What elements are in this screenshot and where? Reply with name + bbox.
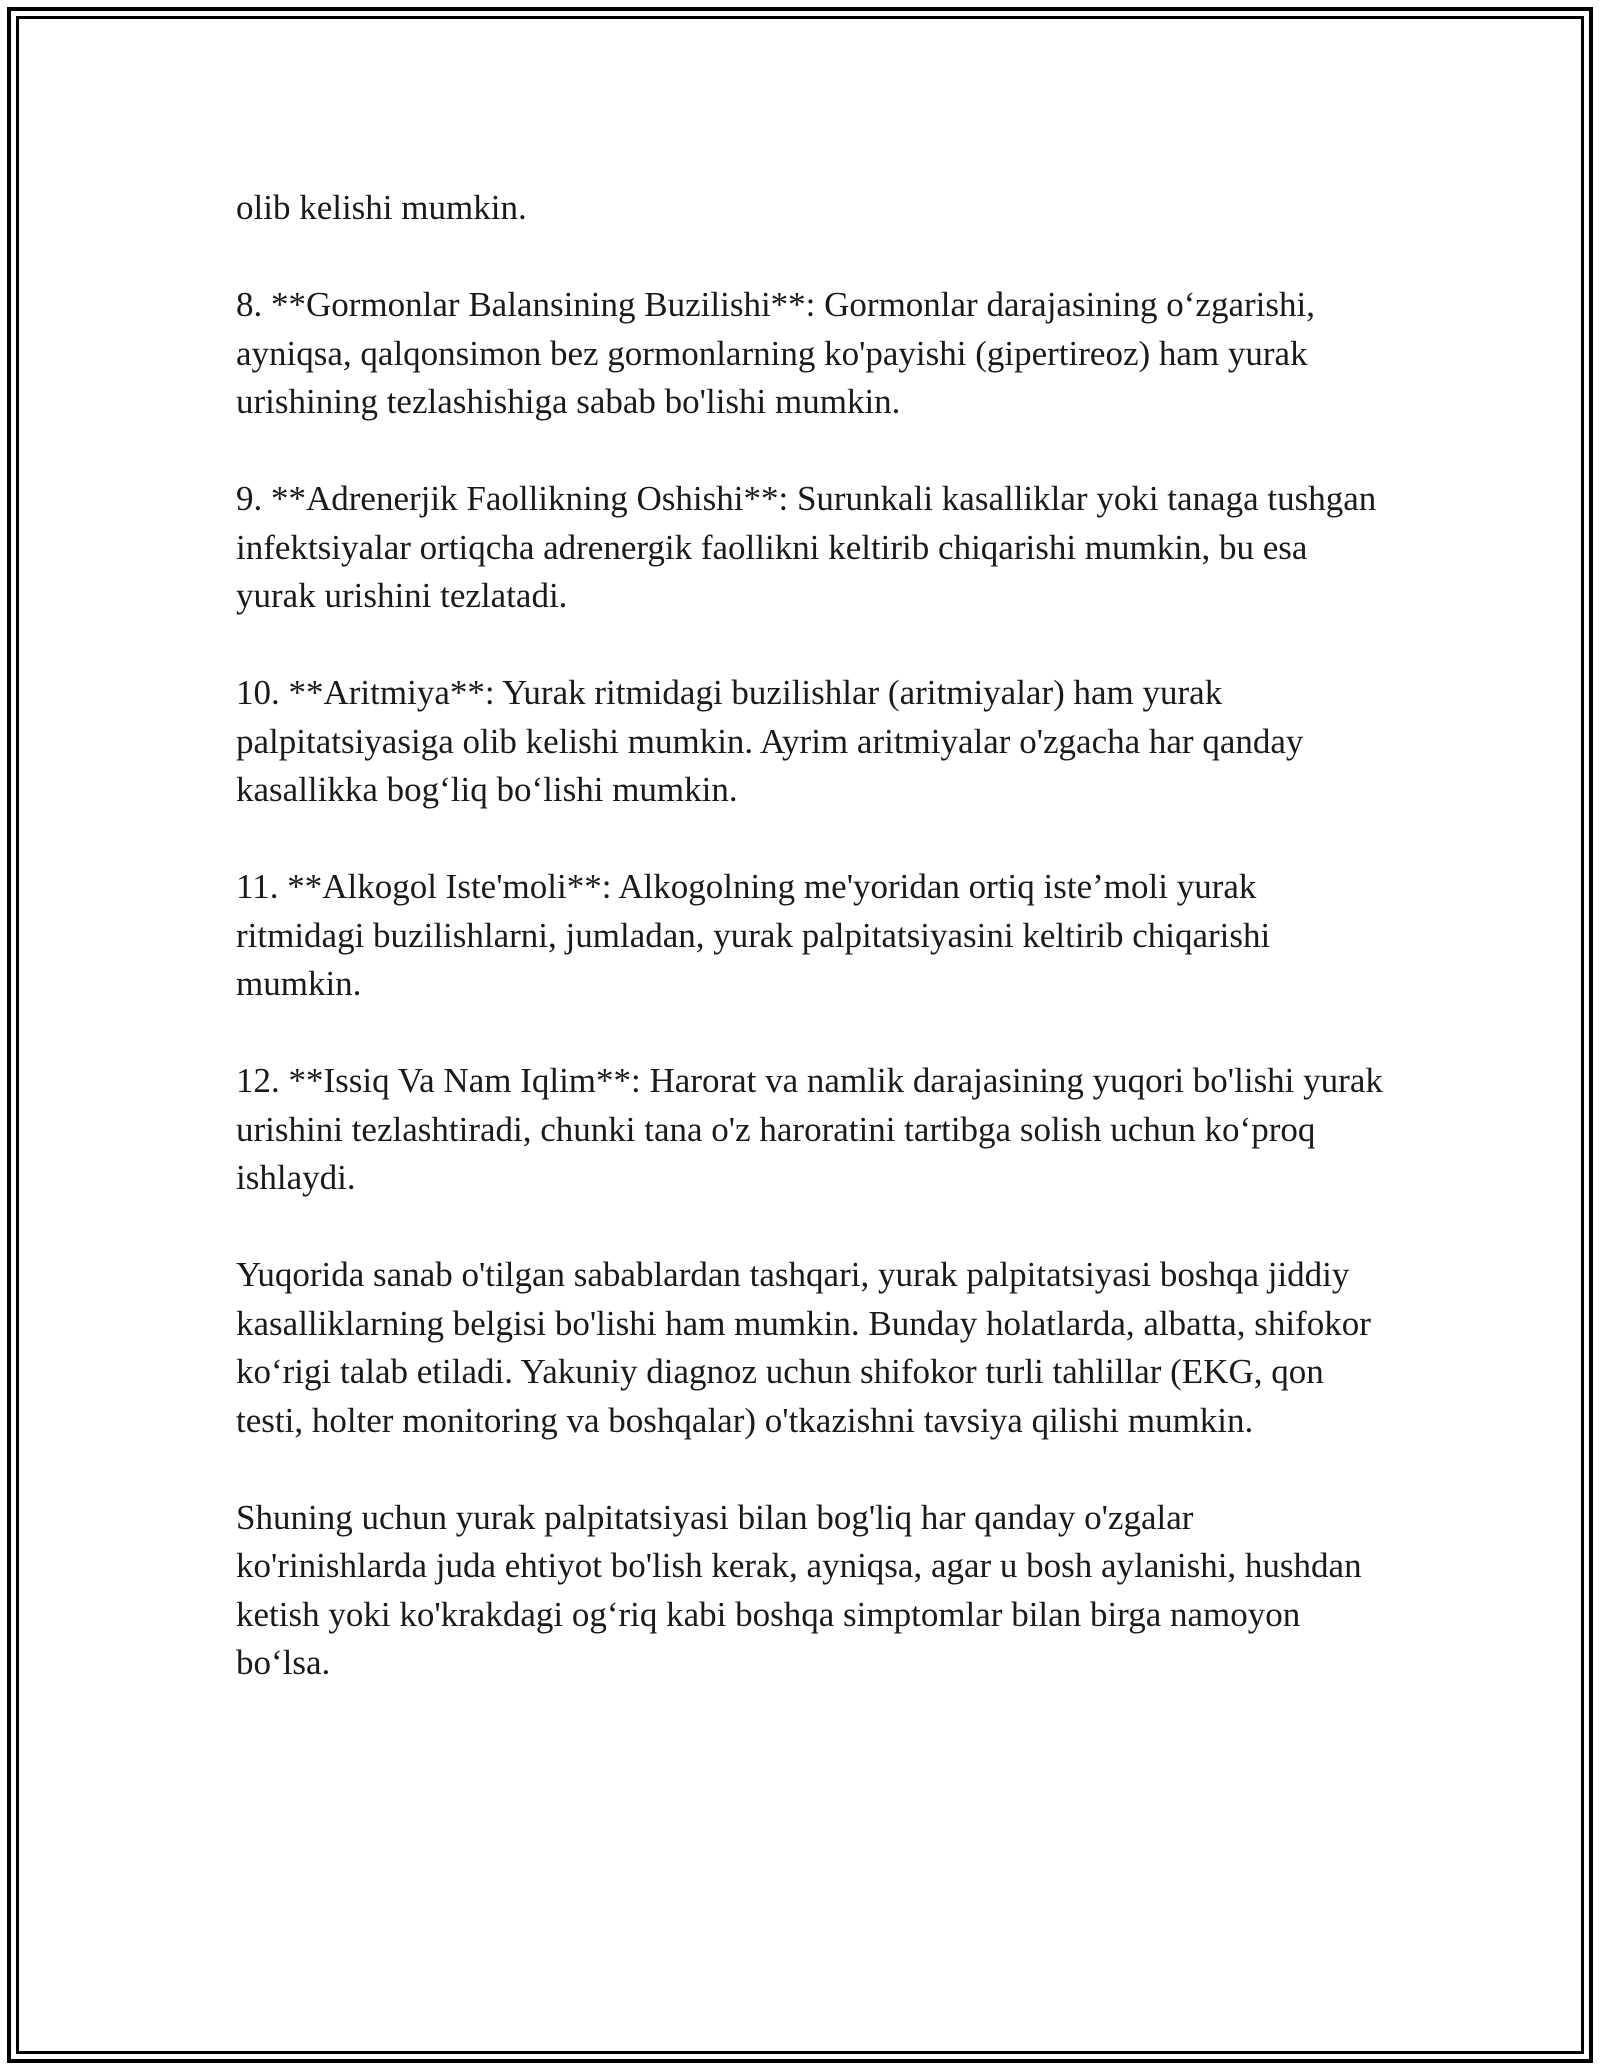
list-item-10-arrhythmia: 10. **Aritmiya**: Yurak ritmidagi buzilishlar (aritmiyalar) ham yurak palpitatsiyasiga olib kelishi mumkin. Ayrim aritmiyalar o'zgacha har qanday kasallikka bog‘liq bo‘lishi mumkin. xyxy=(236,673,1304,809)
document-body xyxy=(236,184,1386,1736)
list-item-11-alcohol: 11. **Alkogol Iste'moli**: Alkogolning me'yoridan ortiq iste’moli yurak ritmidagi buzilishlarni, jumladan, yurak palpitatsiyasini keltirib chiqarishi mumkin. xyxy=(236,867,1271,1003)
list-item-8-hormonal-imbalance: 8. **Gormonlar Balansining Buzilishi**: Gormonlar darajasining o‘zgarishi, ayniqsa, qalqonsimon bez gormonlarning ko'payishi (gipertireoz) ham yurak urishining tezlashishiga sabab bo'lishi mumkin. xyxy=(236,285,1315,421)
paragraph-continuation: olib kelishi mumkin. xyxy=(236,188,527,227)
paragraph-other-causes: Yuqorida sanab o'tilgan sabablardan tashqari, yurak palpitatsiyasi boshqa jiddiy kasalliklarning belgisi bo'lishi ham mumkin. Bunday holatlarda, albatta, shifokor ko‘rigi talab etiladi. Yakuniy diagnoz uchun shifokor turli tahlillar (EKG, qon testi, holter monitoring va boshqalar) o'tkazishni tavsiya qilishi mumkin. xyxy=(236,1255,1371,1440)
list-item-9-adrenergic-activity: 9. **Adrenerjik Faollikning Oshishi**: Surunkali kasalliklar yoki tanaga tushgan infektsiyalar ortiqcha adrenergik faollikni keltirib chiqarishi mumkin, bu esa yurak urishini tezlatadi. xyxy=(236,479,1377,615)
list-item-12-hot-humid-climate: 12. **Issiq Va Nam Iqlim**: Harorat va namlik darajasining yuqori bo'lishi yurak urishini tezlashtiradi, chunki tana o'z haroratini tartibga solish uchun ko‘proq ishlaydi. xyxy=(236,1061,1383,1197)
paragraph-conclusion: Shuning uchun yurak palpitatsiyasi bilan bog'liq har qanday o'zgalar ko'rinishlarda juda ehtiyot bo'lish kerak, ayniqsa, agar u bosh aylanishi, hushdan ketish yoki ko'krakdagi og‘riq kabi boshqa simptomlar bilan birga namoyon bo‘lsa. xyxy=(236,1497,1362,1682)
